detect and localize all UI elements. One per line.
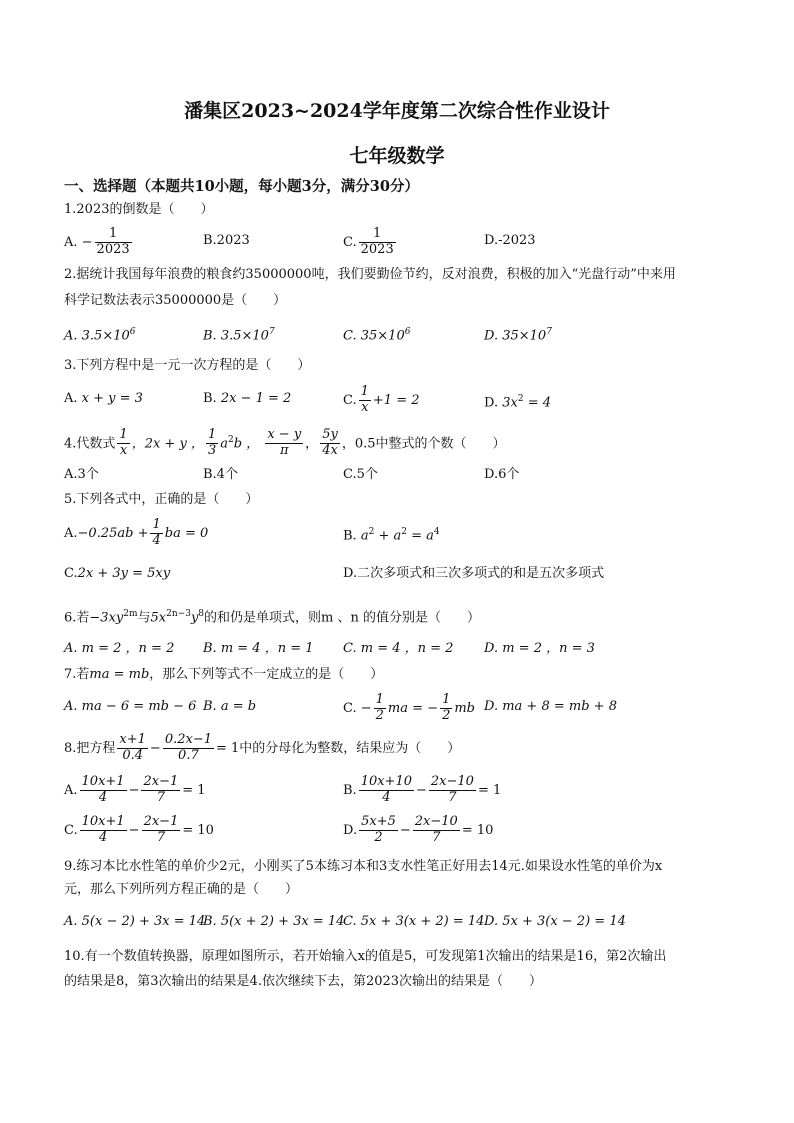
denominator: 2023 [96, 241, 130, 257]
option-a: A. $3.5\times 10^6$ [64, 327, 136, 344]
option-c: C. $\frac{1}{x}$ +1 = 2 [343, 384, 420, 415]
question-10-stem-line2: 的结果是8，第3次输出的结果是4.依次继续下去，第2023次输出的结果是（ ） [64, 974, 543, 989]
option-b: B. $\frac{10x+10}{4}$ − $\frac{2x-10}{7}$ = 1 [343, 774, 502, 805]
question-2-stem-line1: 2.据统计我国每年浪费的粮食约35000000吨，我们要勤俭节约，反对浪费，积极的加入“光盘行动”中来用 [64, 267, 676, 282]
option-a: A. $\frac{10x+1}{4}$ − $\frac{2x-1}{7}$ = 1 [64, 774, 206, 805]
option-d: D. ma + 8 = mb + 8 [484, 699, 617, 714]
question-6-stem: 6.若$-3xy^{2m}$与$5x^{2n-3}y^8$的和仍是单项式，则m 、n 的值分别是（ ） [64, 609, 480, 626]
exam-title: 潘集区2023~2024学年度第二次综合性作业设计 [184, 100, 610, 122]
option-a: A.−0.25ab + $\frac{1}{4}$ ba = 0 [64, 517, 209, 548]
option-c: C. − $\frac{1}{2}$ ma = − $\frac{1}{2}$ mb [343, 692, 475, 723]
option-a: A.3个 [64, 467, 99, 482]
question-2-stem-line2: 科学记数法表示35000000是（ ） [64, 293, 287, 308]
question-9-stem-line1: 9.练习本比水性笔的单价少2元，小刚买了5本练习本和3支水性笔正好用去14元.如果设水性笔的单价为x [64, 859, 663, 874]
question-7-options [64, 693, 734, 721]
option-d: D. $\frac{5x+5}{2}$ − $\frac{2x-10}{7}$ = 10 [343, 814, 494, 845]
numerator: 1 [359, 227, 396, 243]
option-a: A. x + y = 3 [64, 391, 143, 406]
option-b: B.2023 [203, 233, 250, 248]
fraction [359, 227, 396, 258]
option-a: A. 5(x − 2) + 3x = 14 [64, 914, 206, 929]
option-d: D. m = 2 ，n = 3 [484, 641, 595, 656]
question-10-stem-line1: 10.有一个数值转换器，原理如图所示，若开始输入x的值是5，可发现第1次输出的结果是16，第2次输出 [64, 949, 667, 964]
option-a: A. ma − 6 = mb − 6 [64, 699, 197, 714]
question-5-options-row1 [64, 518, 734, 546]
option-b: B.4个 [203, 467, 238, 482]
question-4-options [64, 461, 734, 489]
question-1-options [64, 227, 734, 255]
fraction: $\frac{1}{x}$ [360, 384, 369, 415]
option-d: D. $3x^2 = 4$ [484, 394, 552, 411]
question-6-options [64, 635, 734, 663]
option-d: D.6个 [484, 467, 520, 482]
option-a: A. m = 2 ，n = 2 [64, 641, 175, 656]
fraction [95, 227, 132, 258]
option-c: C. $35\times 10^6$ [343, 327, 411, 344]
section-heading: 一、选择题（本题共10小题，每小题3分，满分30分） [64, 178, 419, 195]
option-d: D. 5x + 3(x − 2) = 14 [484, 914, 626, 929]
numerator: 1 [95, 227, 132, 243]
option-d: D.-2023 [484, 233, 536, 248]
question-3-stem: 3.下列方程中是一元一次方程的是（ ） [64, 358, 311, 373]
question-5-options-row2 [64, 560, 734, 588]
question-9-stem-line2: 元，那么下列所列方程正确的是（ ） [64, 882, 299, 897]
option-c: C. 5x + 3(x + 2) = 14 [343, 914, 485, 929]
question-8-options-row2 [64, 813, 734, 849]
option-c: C. $\frac{10x+1}{4}$ − $\frac{2x-1}{7}$ = 10 [64, 814, 214, 845]
option-b: B. $3.5\times 10^7$ [203, 327, 275, 344]
question-4-stem: 4.代数式 $\frac{1}{x}$ ，2x + y ， $\frac{1}{3}$ $a^2b$ ， $\frac{x - y}{\pi}$ ， $\frac{5y}{4x}$ ，0.5中整式的个数（ ） [64, 427, 506, 459]
option-b: B. 2x − 1 = 2 [203, 391, 292, 406]
option-label: A. − [64, 234, 93, 250]
question-8-stem: 8.把方程 $\frac{x+1}{0.4}$ − $\frac{0.2x-1}{0.7}$ = 1中的分母化为整数，结果应为（ ） [64, 732, 461, 763]
option-c: C. m = 4 ，n = 2 [343, 641, 454, 656]
option-b: B. 5(x + 2) + 3x = 14 [203, 914, 345, 929]
question-5-stem: 5.下列各式中，正确的是（ ） [64, 492, 259, 507]
option-label: C. [343, 234, 357, 250]
option-b: B. a = b [203, 699, 257, 714]
question-1-stem: 1.2023的倒数是（ ） [64, 202, 214, 217]
exam-subtitle: 七年级数学 [349, 145, 445, 167]
option-b: B. m = 4 ，n = 1 [203, 641, 314, 656]
question-2-options [64, 318, 734, 346]
option-c [343, 227, 398, 258]
option-d: D. $35\times 10^7$ [484, 327, 552, 344]
option-c: C.5个 [343, 467, 378, 482]
question-3-options [64, 385, 734, 413]
option-a [64, 227, 134, 258]
option-c: C.2x + 3y = 5xy [64, 566, 171, 581]
question-8-options-row1 [64, 773, 734, 809]
question-7-stem: 7.若ma = mb，那么下列等式不一定成立的是（ ） [64, 667, 384, 682]
option-d: D.二次多项式和三次多项式的和是五次多项式 [343, 566, 605, 581]
question-9-options [64, 908, 734, 936]
denominator: 2023 [360, 241, 394, 257]
option-b: B. $a^2 + a^2 = a^4$ [343, 527, 440, 544]
